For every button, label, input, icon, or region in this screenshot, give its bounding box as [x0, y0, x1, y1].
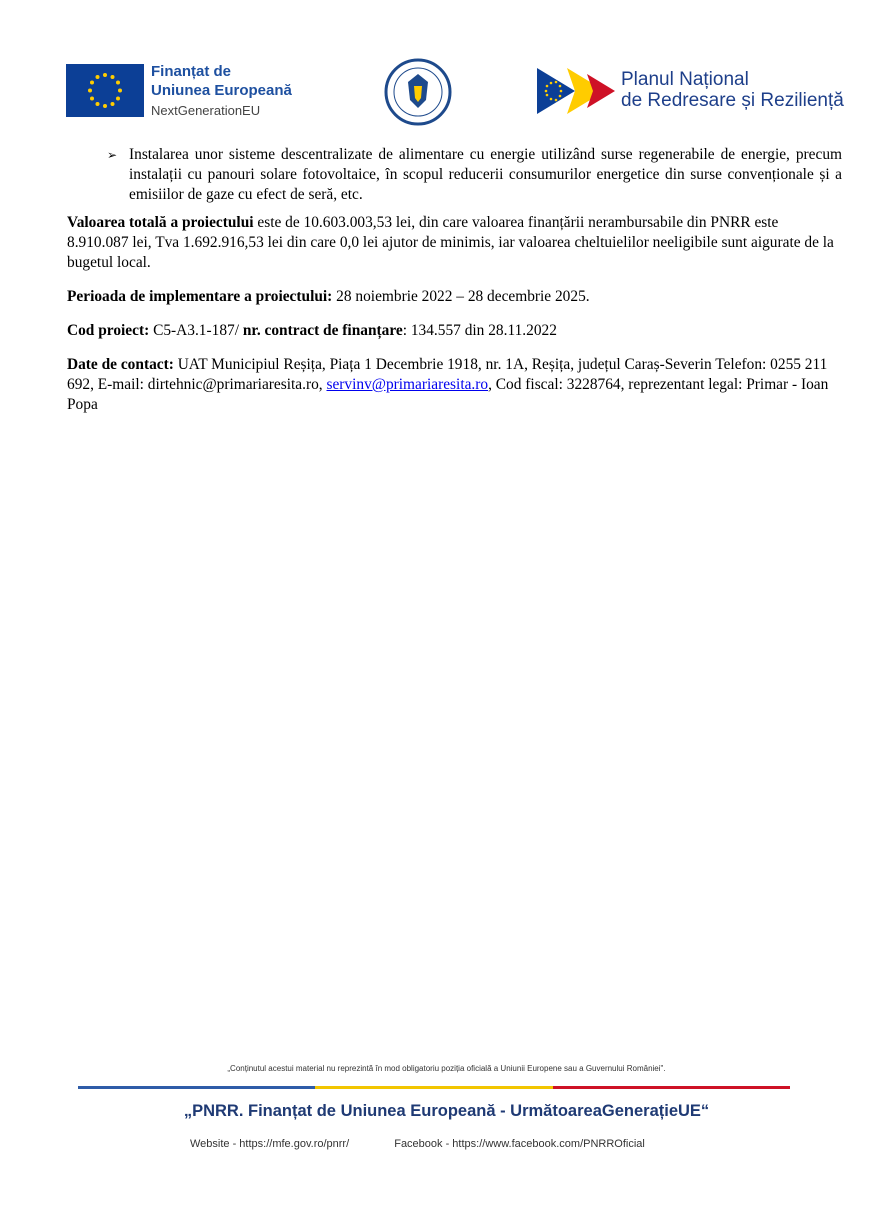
- pnrr-line-1: Planul Național: [621, 69, 749, 90]
- pnrr-logo: [537, 68, 615, 114]
- arrow-bullet-icon: ➢: [107, 148, 118, 162]
- pnrr-line-2: de Redresare și Reziliență: [621, 90, 844, 111]
- footer-slogan: „PNRR. Finanțat de Uniunea Europeană - UrmătoareaGenerațieUE“: [183, 1102, 710, 1120]
- document-body: [67, 145, 842, 429]
- tricolor-stripe: [78, 1086, 790, 1089]
- footer-links: [190, 1138, 687, 1150]
- document-header: [0, 0, 893, 140]
- email-link[interactable]: servinv@primariaresita.ro: [326, 376, 489, 393]
- contract-text: : 134.557 din 28.11.2022: [402, 322, 557, 339]
- pnrr-title: [621, 69, 844, 111]
- eu-line-1: Finanțat de: [151, 63, 232, 80]
- disclaimer-text: „Conținutul acestui material nu reprezintă în mod obligatoriu poziția oficială a Uniunii Europene sau a Guvernului României".: [227, 1064, 666, 1073]
- eu-flag-logo: [66, 64, 144, 117]
- contact-label: Date de contact:: [67, 356, 174, 373]
- eu-line-3: NextGenerationEU: [151, 103, 261, 118]
- website-link[interactable]: Website - https://mfe.gov.ro/pnrr/: [190, 1138, 350, 1150]
- romanian-government-seal: [384, 58, 452, 126]
- eu-line-2: Uniunea Europeană: [151, 82, 292, 99]
- contact-paragraph: [67, 355, 842, 415]
- code-label: Cod proiect:: [67, 322, 150, 339]
- contact-text-end: , Cod fiscal: 3228764, reprezentant legal: Primar - Ioan Popa: [67, 376, 829, 413]
- implementation-period-paragraph: [67, 287, 842, 307]
- code-text: C5-A3.1-187/: [149, 322, 243, 339]
- bullet-item: [67, 145, 842, 205]
- project-value-paragraph: [67, 213, 842, 273]
- document-footer: [0, 1058, 893, 1158]
- period-label: Perioada de implementare a proiectului:: [67, 288, 333, 305]
- eu-funding-text: [151, 62, 292, 119]
- project-code-paragraph: [67, 321, 842, 341]
- contract-label: nr. contract de finanțare: [242, 322, 403, 339]
- project-value-label: Valoarea totală a proiectului: [67, 214, 254, 231]
- project-value-text: este de 10.603.003,53 lei, din care valoarea finanțării nerambursabile din PNRR este 8.910.087 lei, Tva 1.692.916,53 lei din care 0,0 lei ajutor de minimis, iar valoarea cheltuielilor neeligibile sunt aigurate de la bugetul local.: [67, 214, 834, 271]
- bullet-text: Instalarea unor sisteme descentralizate de alimentare cu energie utilizând surse regenerabile de energie, precum instalații cu panouri solare fotovoltaice, în scopul reducerii consumurilor energetice din surse convenționale și a emisiilor de gaze cu efect de seră, etc.: [129, 146, 842, 203]
- period-text: 28 noiembrie 2022 – 28 decembrie 2025.: [332, 288, 590, 305]
- contact-text: UAT Municipiul Reșița, Piața 1 Decembrie 1918, nr. 1A, Reșița, județul Caraș-Severin Telefon: 0255 211 692, E-mail: dirtehnic@primariaresita.ro,: [67, 356, 828, 393]
- facebook-link[interactable]: Facebook - https://www.facebook.com/PNRROficial: [394, 1138, 645, 1150]
